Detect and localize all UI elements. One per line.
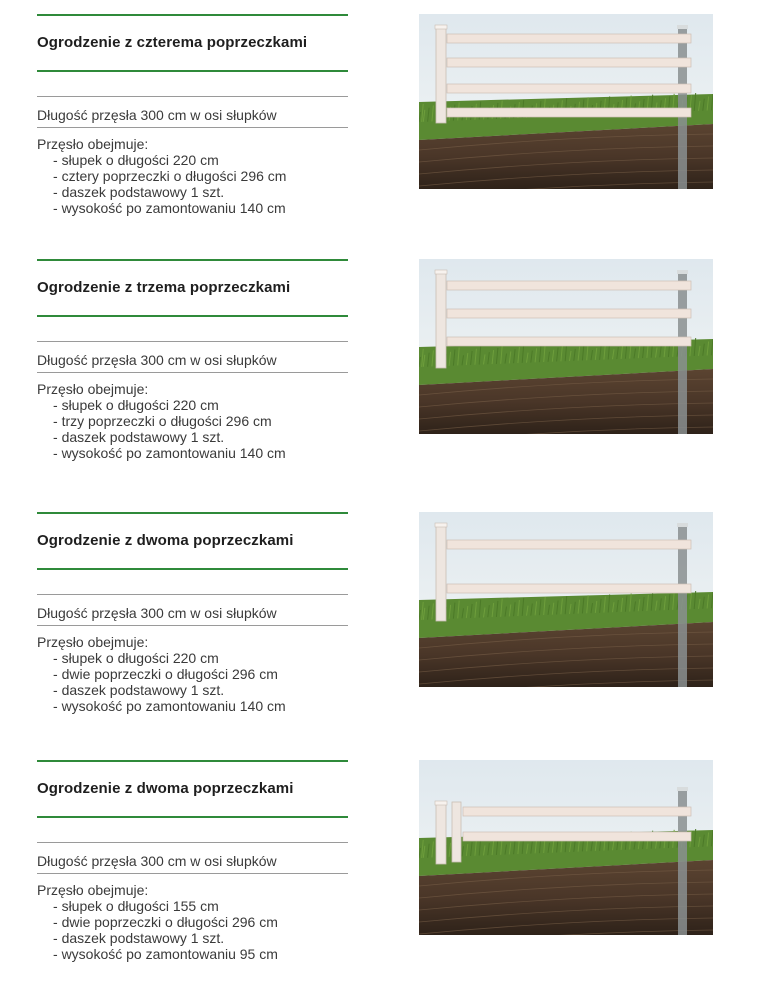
list-item: - wysokość po zamontowaniu 95 cm xyxy=(53,946,278,962)
fence-section-3-rails xyxy=(0,259,761,499)
fence-2-rails-low-image xyxy=(419,760,713,935)
includes-block xyxy=(37,381,286,461)
includes-heading: Przęsło obejmuje: xyxy=(37,882,149,898)
fence-rail xyxy=(447,34,691,43)
post-cap-right xyxy=(677,787,688,791)
section-top-divider xyxy=(37,14,348,16)
includes-list xyxy=(37,397,286,461)
fence-section-2-rails-low xyxy=(0,760,761,1000)
length-bottom-divider xyxy=(37,873,348,874)
list-item: - słupek o długości 220 cm xyxy=(53,152,286,168)
fence-post-left xyxy=(436,273,446,368)
list-item: - wysokość po zamontowaniu 140 cm xyxy=(53,698,286,714)
fence-2-rails-image xyxy=(419,512,713,687)
length-bottom-divider xyxy=(37,625,348,626)
includes-list xyxy=(37,898,278,962)
section-title-divider xyxy=(37,816,348,818)
section-title-divider xyxy=(37,568,348,570)
includes-block xyxy=(37,882,278,962)
length-top-divider xyxy=(37,96,348,97)
fence-3-rails-image xyxy=(419,259,713,434)
span-length-text: Długość przęsła 300 cm w osi słupków xyxy=(37,853,277,869)
post-cap-left xyxy=(435,801,447,805)
fence-post-right xyxy=(678,273,687,434)
fence-rail xyxy=(447,108,691,117)
fence-post-left xyxy=(436,804,446,864)
fence-rail xyxy=(463,807,691,816)
post-cap-right xyxy=(677,270,688,274)
section-title-divider xyxy=(37,315,348,317)
fence-post-right xyxy=(678,526,687,687)
fence-section-2-rails xyxy=(0,512,761,752)
fence-rail xyxy=(463,832,691,841)
list-item: - słupek o długości 155 cm xyxy=(53,898,278,914)
includes-list xyxy=(37,650,286,714)
post-cap-left xyxy=(435,270,447,274)
list-item: - słupek o długości 220 cm xyxy=(53,650,286,666)
fence-post-left xyxy=(436,28,446,123)
length-top-divider xyxy=(37,341,348,342)
list-item: - daszek podstawowy 1 szt. xyxy=(53,184,286,200)
section-title: Ogrodzenie z dwoma poprzeczkami xyxy=(37,532,294,549)
list-item: - trzy poprzeczki o długości 296 cm xyxy=(53,413,286,429)
includes-block xyxy=(37,634,286,714)
includes-block xyxy=(37,136,286,216)
fence-post-low xyxy=(452,802,461,862)
list-item: - dwie poprzeczki o długości 296 cm xyxy=(53,914,278,930)
length-bottom-divider xyxy=(37,127,348,128)
list-item: - daszek podstawowy 1 szt. xyxy=(53,930,278,946)
fence-rail xyxy=(447,540,691,549)
span-length-text: Długość przęsła 300 cm w osi słupków xyxy=(37,352,277,368)
section-top-divider xyxy=(37,512,348,514)
section-title: Ogrodzenie z czterema poprzeczkami xyxy=(37,34,308,51)
includes-heading: Przęsło obejmuje: xyxy=(37,381,149,397)
fence-rail xyxy=(447,584,691,593)
list-item: - cztery poprzeczki o długości 296 cm xyxy=(53,168,286,184)
fence-rail xyxy=(447,281,691,290)
length-top-divider xyxy=(37,842,348,843)
length-top-divider xyxy=(37,594,348,595)
section-title: Ogrodzenie z trzema poprzeczkami xyxy=(37,279,291,296)
fence-rail xyxy=(447,58,691,67)
list-item: - wysokość po zamontowaniu 140 cm xyxy=(53,445,286,461)
span-length-text: Długość przęsła 300 cm w osi słupków xyxy=(37,107,277,123)
post-cap-right xyxy=(677,25,688,29)
post-cap-left xyxy=(435,25,447,29)
section-title-divider xyxy=(37,70,348,72)
includes-heading: Przęsło obejmuje: xyxy=(37,634,149,650)
section-top-divider xyxy=(37,259,348,261)
list-item: - słupek o długości 220 cm xyxy=(53,397,286,413)
section-top-divider xyxy=(37,760,348,762)
includes-list xyxy=(37,152,286,216)
length-bottom-divider xyxy=(37,372,348,373)
fence-rail xyxy=(447,309,691,318)
fence-rail xyxy=(447,84,691,93)
fence-post-left xyxy=(436,526,446,621)
list-item: - dwie poprzeczki o długości 296 cm xyxy=(53,666,286,682)
list-item: - daszek podstawowy 1 szt. xyxy=(53,682,286,698)
includes-heading: Przęsło obejmuje: xyxy=(37,136,149,152)
list-item: - wysokość po zamontowaniu 140 cm xyxy=(53,200,286,216)
fence-rail xyxy=(447,337,691,346)
post-cap-left xyxy=(435,523,447,527)
fence-4-rails-image xyxy=(419,14,713,189)
fence-section-4-rails xyxy=(0,14,761,254)
section-title: Ogrodzenie z dwoma poprzeczkami xyxy=(37,780,294,797)
post-cap-right xyxy=(677,523,688,527)
span-length-text: Długość przęsła 300 cm w osi słupków xyxy=(37,605,277,621)
list-item: - daszek podstawowy 1 szt. xyxy=(53,429,286,445)
